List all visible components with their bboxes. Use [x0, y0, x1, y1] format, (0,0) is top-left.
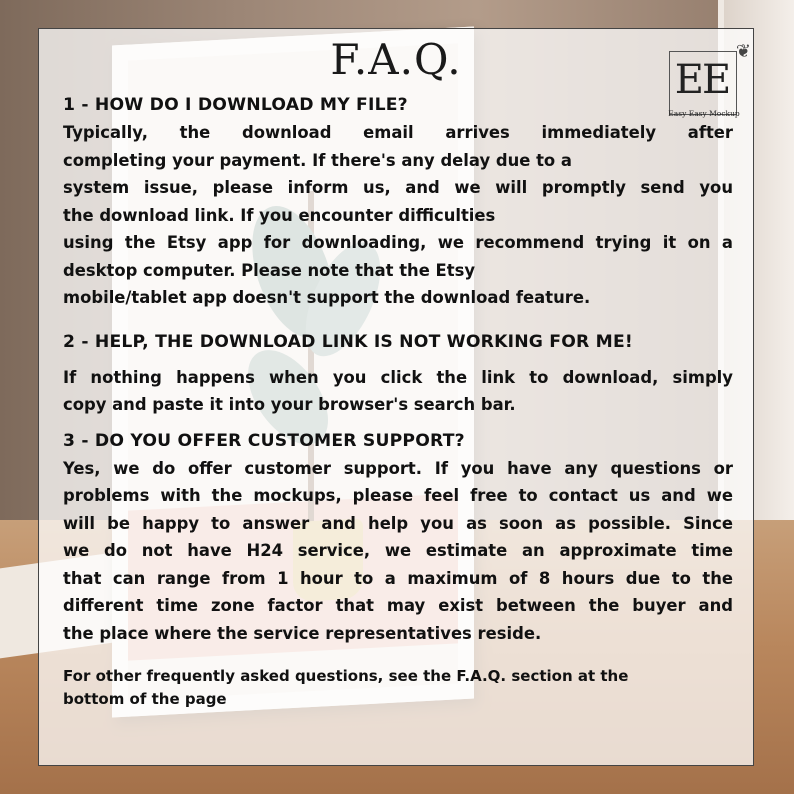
floral-sprig-icon: ❦ [735, 41, 751, 62]
footer-note: For other frequently asked questions, see the F.A.Q. section at the bottom of the page [63, 667, 629, 708]
faq-heading-1: 1 - HOW DO I DOWNLOAD MY FILE? [63, 95, 408, 115]
faq-heading-2: 2 - HELP, THE DOWNLOAD LINK IS NOT WORKING FOR ME! [63, 331, 633, 352]
faq-answer-2: If nothing happens when you click the link to download, simply copy and paste it into your browser's search bar. [63, 367, 733, 414]
page-title: F.A.Q. [330, 35, 462, 84]
logo-brand-name: Easy Easy Mockup [668, 109, 740, 118]
logo-monogram: EE [674, 57, 730, 103]
faq-panel [38, 28, 754, 766]
faq-answer-1: Typically, the download email arrives immediately after completing your payment. If there's any delay due to a system issue, please inform us, and we will promptly send you the download link. If you encounter difficulties using the Etsy app for downloading, we recommend trying it on a desktop computer. Please note that the Etsy mobile/tablet app doesn't support the download feature. [63, 123, 733, 307]
faq-heading-3: 3 - DO YOU OFFER CUSTOMER SUPPORT? [63, 430, 465, 451]
faq-content [63, 91, 733, 711]
faq-answer-3: Yes, we do offer customer support. If you have any questions or problems with the mockups, please feel free to contact us and we will be happy to answer and help you as soon as possible. Since we do not have H24 service, we estimate an approximate time that can range from 1 hour to a maximum of 8 hours due to the different time zone factor that may exist between the buyer and the place where the service representatives reside. [63, 458, 733, 643]
